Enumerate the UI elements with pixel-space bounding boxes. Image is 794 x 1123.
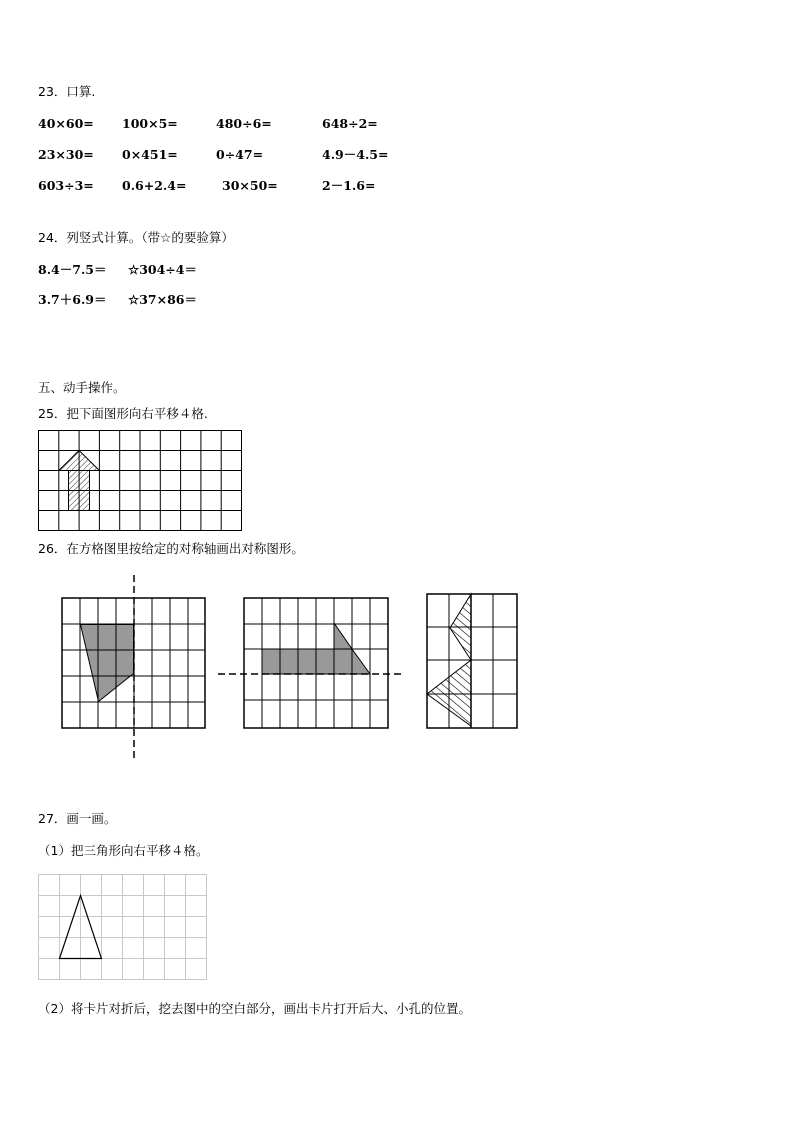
q27-title: 27．画一画。 bbox=[38, 811, 117, 826]
shaded-shape bbox=[81, 625, 134, 702]
q23-item: 480÷6= bbox=[216, 116, 272, 131]
q23-item: 603÷3= bbox=[38, 178, 94, 193]
q23-item: 648÷2= bbox=[322, 116, 378, 131]
q27-grid bbox=[38, 874, 208, 982]
q23-item: 100×5= bbox=[122, 116, 178, 131]
q24-title: 24．列竖式计算。（带☆的要验算） bbox=[38, 230, 234, 245]
q27-sub1: （1）把三角形向右平移４格。 bbox=[38, 843, 209, 858]
q26-title: 26．在方格图里按给定的对称轴画出对称图形。 bbox=[38, 541, 304, 556]
q24-item: ☆304÷4＝ bbox=[128, 262, 197, 277]
q23-item: 2－1.6= bbox=[322, 178, 376, 193]
q23-item: 0÷47= bbox=[216, 147, 264, 162]
q26-grid-1 bbox=[60, 575, 210, 760]
arrow-shape bbox=[59, 451, 100, 511]
q25-title: 25．把下面图形向右平移４格. bbox=[38, 406, 208, 421]
q24-item: 8.4－7.5＝ bbox=[38, 262, 107, 277]
q23-item: 4.9－4.5= bbox=[322, 147, 389, 162]
q23-item: 23×30= bbox=[38, 147, 94, 162]
q23-item: 30×50= bbox=[222, 178, 278, 193]
q23-title: 23．口算. bbox=[38, 84, 96, 99]
q25-grid bbox=[38, 430, 243, 532]
q24-item: 3.7＋6.9＝ bbox=[38, 292, 107, 307]
q23-item: 0.6+2.4= bbox=[122, 178, 187, 193]
q23-item: 0×451= bbox=[122, 147, 178, 162]
q23-item: 40×60= bbox=[38, 116, 94, 131]
q26-grid-2 bbox=[218, 595, 404, 735]
q26-grid-3 bbox=[425, 592, 520, 730]
section-title: 五、动手操作。 bbox=[38, 380, 126, 395]
q24-item: ☆37×86＝ bbox=[128, 292, 197, 307]
q27-sub2: （2）将卡片对折后，挖去图中的空白部分，画出卡片打开后大、小孔的位置。 bbox=[38, 1001, 471, 1016]
